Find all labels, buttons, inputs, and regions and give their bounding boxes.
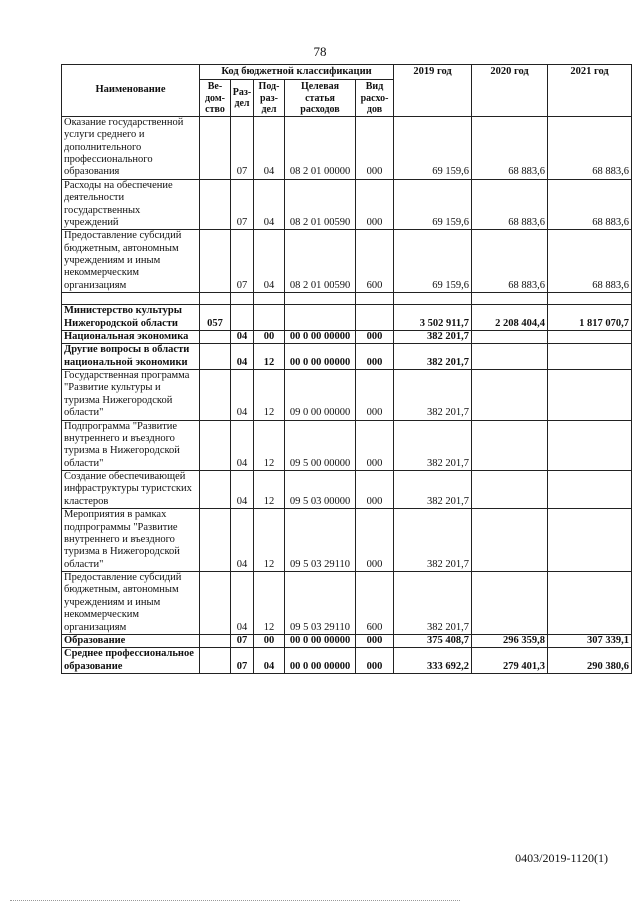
table-row bbox=[62, 370, 632, 421]
table-cell-2020 bbox=[472, 420, 548, 471]
table-row bbox=[62, 230, 632, 293]
table-cell-2019: 382 201,7 bbox=[394, 471, 472, 509]
col-header-code-group: Код бюджетной классификации bbox=[200, 65, 394, 80]
table-cell-podrazdel: 04 bbox=[254, 230, 285, 293]
table-cell-target bbox=[285, 293, 356, 305]
table-cell-vid: 000 bbox=[356, 344, 394, 370]
table-row bbox=[62, 179, 632, 230]
col-header-podrazdel: Под- раз- дел bbox=[254, 80, 285, 117]
table-cell-name: Другие вопросы в области национальной экономики bbox=[62, 344, 200, 370]
table-cell-razdel: 04 bbox=[231, 344, 254, 370]
table-cell-name: Предоставление субсидий бюджетным, автономным учреждениям и иным некоммерческим организациям bbox=[62, 230, 200, 293]
table-row bbox=[62, 509, 632, 572]
table-cell-vedomstvo bbox=[200, 509, 231, 572]
col-header-vedomstvo: Ве- дом- ство bbox=[200, 80, 231, 117]
table-cell-podrazdel: 12 bbox=[254, 420, 285, 471]
table-cell-2019: 382 201,7 bbox=[394, 344, 472, 370]
table-cell-vedomstvo bbox=[200, 344, 231, 370]
table-cell-podrazdel: 04 bbox=[254, 648, 285, 674]
table-cell-name: Среднее профессиональное образование bbox=[62, 648, 200, 674]
table-cell-vedomstvo bbox=[200, 370, 231, 421]
table-cell-vid: 600 bbox=[356, 230, 394, 293]
table-cell-podrazdel: 00 bbox=[254, 634, 285, 647]
table-cell-podrazdel: 04 bbox=[254, 179, 285, 230]
table-cell-2021 bbox=[548, 370, 632, 421]
table-cell-vid bbox=[356, 305, 394, 331]
table-cell-2021: 68 883,6 bbox=[548, 230, 632, 293]
table-cell-vid: 000 bbox=[356, 370, 394, 421]
table-cell-2019: 69 159,6 bbox=[394, 179, 472, 230]
col-header-name: Наименование bbox=[62, 65, 200, 117]
table-row bbox=[62, 634, 632, 647]
table-cell-2019: 333 692,2 bbox=[394, 648, 472, 674]
table-cell-vid: 000 bbox=[356, 179, 394, 230]
table-row bbox=[62, 420, 632, 471]
table-cell-razdel bbox=[231, 293, 254, 305]
table-cell-razdel: 04 bbox=[231, 572, 254, 635]
table-cell-name: Создание обеспечивающей инфраструктуры туристских кластеров bbox=[62, 471, 200, 509]
table-cell-razdel: 07 bbox=[231, 634, 254, 647]
table-cell-podrazdel: 12 bbox=[254, 344, 285, 370]
table-cell-razdel: 07 bbox=[231, 179, 254, 230]
table-cell-2020 bbox=[472, 509, 548, 572]
table-cell-2020 bbox=[472, 370, 548, 421]
table-cell-name: Образование bbox=[62, 634, 200, 647]
table-cell-target: 00 0 00 00000 bbox=[285, 648, 356, 674]
table-row bbox=[62, 305, 632, 331]
table-cell-2020: 68 883,6 bbox=[472, 230, 548, 293]
table-cell-name: Министерство культуры Нижегородской области bbox=[62, 305, 200, 331]
table-cell-2019: 382 201,7 bbox=[394, 420, 472, 471]
table-cell-name bbox=[62, 293, 200, 305]
table-cell-target: 08 2 01 00590 bbox=[285, 179, 356, 230]
table-cell-vedomstvo bbox=[200, 330, 231, 343]
table-cell-2020: 68 883,6 bbox=[472, 179, 548, 230]
table-cell-vid: 000 bbox=[356, 330, 394, 343]
table-row bbox=[62, 330, 632, 343]
table-cell-2021 bbox=[548, 293, 632, 305]
table-cell-vedomstvo bbox=[200, 648, 231, 674]
table-cell-2019: 382 201,7 bbox=[394, 370, 472, 421]
table-row bbox=[62, 648, 632, 674]
table-cell-vedomstvo: 057 bbox=[200, 305, 231, 331]
table-cell-vid: 000 bbox=[356, 116, 394, 179]
table-cell-podrazdel: 12 bbox=[254, 370, 285, 421]
table-cell-vedomstvo bbox=[200, 634, 231, 647]
table-cell-2020 bbox=[472, 344, 548, 370]
table-cell-vedomstvo bbox=[200, 179, 231, 230]
table-cell-razdel bbox=[231, 305, 254, 331]
table-cell-vedomstvo bbox=[200, 420, 231, 471]
table-cell-2019: 382 201,7 bbox=[394, 330, 472, 343]
table-cell-vid: 000 bbox=[356, 509, 394, 572]
page-number: 78 bbox=[313, 44, 327, 59]
table-cell-target bbox=[285, 305, 356, 331]
table-cell-2021: 68 883,6 bbox=[548, 179, 632, 230]
table-cell-2020: 296 359,8 bbox=[472, 634, 548, 647]
col-header-2020: 2020 год bbox=[472, 65, 548, 117]
table-cell-podrazdel: 00 bbox=[254, 330, 285, 343]
document-code: 0403/2019-1120(1) bbox=[515, 851, 608, 865]
table-cell-target: 00 0 00 00000 bbox=[285, 330, 356, 343]
table-cell-2021 bbox=[548, 420, 632, 471]
table-cell-podrazdel: 12 bbox=[254, 471, 285, 509]
table-cell-podrazdel: 04 bbox=[254, 116, 285, 179]
table-cell-podrazdel: 12 bbox=[254, 509, 285, 572]
table-cell-vedomstvo bbox=[200, 116, 231, 179]
table-cell-2021 bbox=[548, 572, 632, 635]
table-cell-vid: 000 bbox=[356, 420, 394, 471]
table-cell-vid: 000 bbox=[356, 471, 394, 509]
table-cell-vid: 000 bbox=[356, 648, 394, 674]
table-cell-name: Оказание государственной услуги среднего и дополнительного профессионального образования bbox=[62, 116, 200, 179]
table-cell-2019: 382 201,7 bbox=[394, 509, 472, 572]
table-row bbox=[62, 344, 632, 370]
table-cell-razdel: 04 bbox=[231, 330, 254, 343]
table-cell-razdel: 07 bbox=[231, 648, 254, 674]
table-cell-podrazdel: 12 bbox=[254, 572, 285, 635]
table-body bbox=[62, 116, 632, 673]
col-header-target: Целевая статья расходов bbox=[285, 80, 356, 117]
table-cell-razdel: 07 bbox=[231, 230, 254, 293]
table-cell-2019 bbox=[394, 293, 472, 305]
table-row bbox=[62, 471, 632, 509]
table-cell-2021: 1 817 070,7 bbox=[548, 305, 632, 331]
table-cell-2021 bbox=[548, 509, 632, 572]
table-cell-2020 bbox=[472, 572, 548, 635]
table-cell-name: Национальная экономика bbox=[62, 330, 200, 343]
table-cell-target: 09 5 03 29110 bbox=[285, 572, 356, 635]
table-cell-2021: 68 883,6 bbox=[548, 116, 632, 179]
table-cell-name: Государственная программа "Развитие культуры и туризма Нижегородской области" bbox=[62, 370, 200, 421]
table-cell-name: Мероприятия в рамках подпрограммы "Развитие внутреннего и въездного туризма в Нижегородской области" bbox=[62, 509, 200, 572]
budget-table bbox=[61, 64, 632, 674]
table-cell-2020 bbox=[472, 293, 548, 305]
table-cell-vid bbox=[356, 293, 394, 305]
table-cell-razdel: 07 bbox=[231, 116, 254, 179]
table-cell-2019: 375 408,7 bbox=[394, 634, 472, 647]
table-cell-2021 bbox=[548, 471, 632, 509]
table-cell-2021 bbox=[548, 330, 632, 343]
col-header-2019: 2019 год bbox=[394, 65, 472, 117]
table-cell-vedomstvo bbox=[200, 572, 231, 635]
table-cell-razdel: 04 bbox=[231, 420, 254, 471]
table-cell-target: 09 5 00 00000 bbox=[285, 420, 356, 471]
table-cell-name: Предоставление субсидий бюджетным, автономным учреждениям и иным некоммерческим организациям bbox=[62, 572, 200, 635]
table-cell-podrazdel bbox=[254, 305, 285, 331]
table-row bbox=[62, 116, 632, 179]
table-row bbox=[62, 572, 632, 635]
table-cell-razdel: 04 bbox=[231, 370, 254, 421]
table-cell-2020: 2 208 404,4 bbox=[472, 305, 548, 331]
table-cell-target: 09 0 00 00000 bbox=[285, 370, 356, 421]
table-cell-razdel: 04 bbox=[231, 471, 254, 509]
table-cell-2020: 279 401,3 bbox=[472, 648, 548, 674]
col-header-razdel: Раз- дел bbox=[231, 80, 254, 117]
table-cell-target: 00 0 00 00000 bbox=[285, 634, 356, 647]
scan-edge-artifact bbox=[10, 900, 460, 902]
table-cell-vedomstvo bbox=[200, 230, 231, 293]
table-cell-vid: 000 bbox=[356, 634, 394, 647]
table-cell-2019: 69 159,6 bbox=[394, 116, 472, 179]
table-cell-name: Подпрограмма "Развитие внутреннего и въездного туризма в Нижегородской области" bbox=[62, 420, 200, 471]
table-cell-razdel: 04 bbox=[231, 509, 254, 572]
table-cell-2020 bbox=[472, 471, 548, 509]
table-cell-target: 09 5 03 29110 bbox=[285, 509, 356, 572]
table-cell-vid: 600 bbox=[356, 572, 394, 635]
table-cell-target: 08 2 01 00000 bbox=[285, 116, 356, 179]
table-cell-2019: 382 201,7 bbox=[394, 572, 472, 635]
table-cell-2021: 290 380,6 bbox=[548, 648, 632, 674]
table-cell-2019: 3 502 911,7 bbox=[394, 305, 472, 331]
table-header-row bbox=[62, 65, 632, 80]
col-header-2021: 2021 год bbox=[548, 65, 632, 117]
table-cell-name: Расходы на обеспечение деятельности государственных учреждений bbox=[62, 179, 200, 230]
table-cell-target: 09 5 03 00000 bbox=[285, 471, 356, 509]
table-cell-2019: 69 159,6 bbox=[394, 230, 472, 293]
col-header-vid: Вид расхо- дов bbox=[356, 80, 394, 117]
table-cell-target: 00 0 00 00000 bbox=[285, 344, 356, 370]
table-cell-podrazdel bbox=[254, 293, 285, 305]
table-cell-2021: 307 339,1 bbox=[548, 634, 632, 647]
table-cell-2020: 68 883,6 bbox=[472, 116, 548, 179]
table-spacer-row bbox=[62, 293, 632, 305]
table-cell-2020 bbox=[472, 330, 548, 343]
table-cell-2021 bbox=[548, 344, 632, 370]
table-cell-vedomstvo bbox=[200, 293, 231, 305]
table-cell-target: 08 2 01 00590 bbox=[285, 230, 356, 293]
table-cell-vedomstvo bbox=[200, 471, 231, 509]
